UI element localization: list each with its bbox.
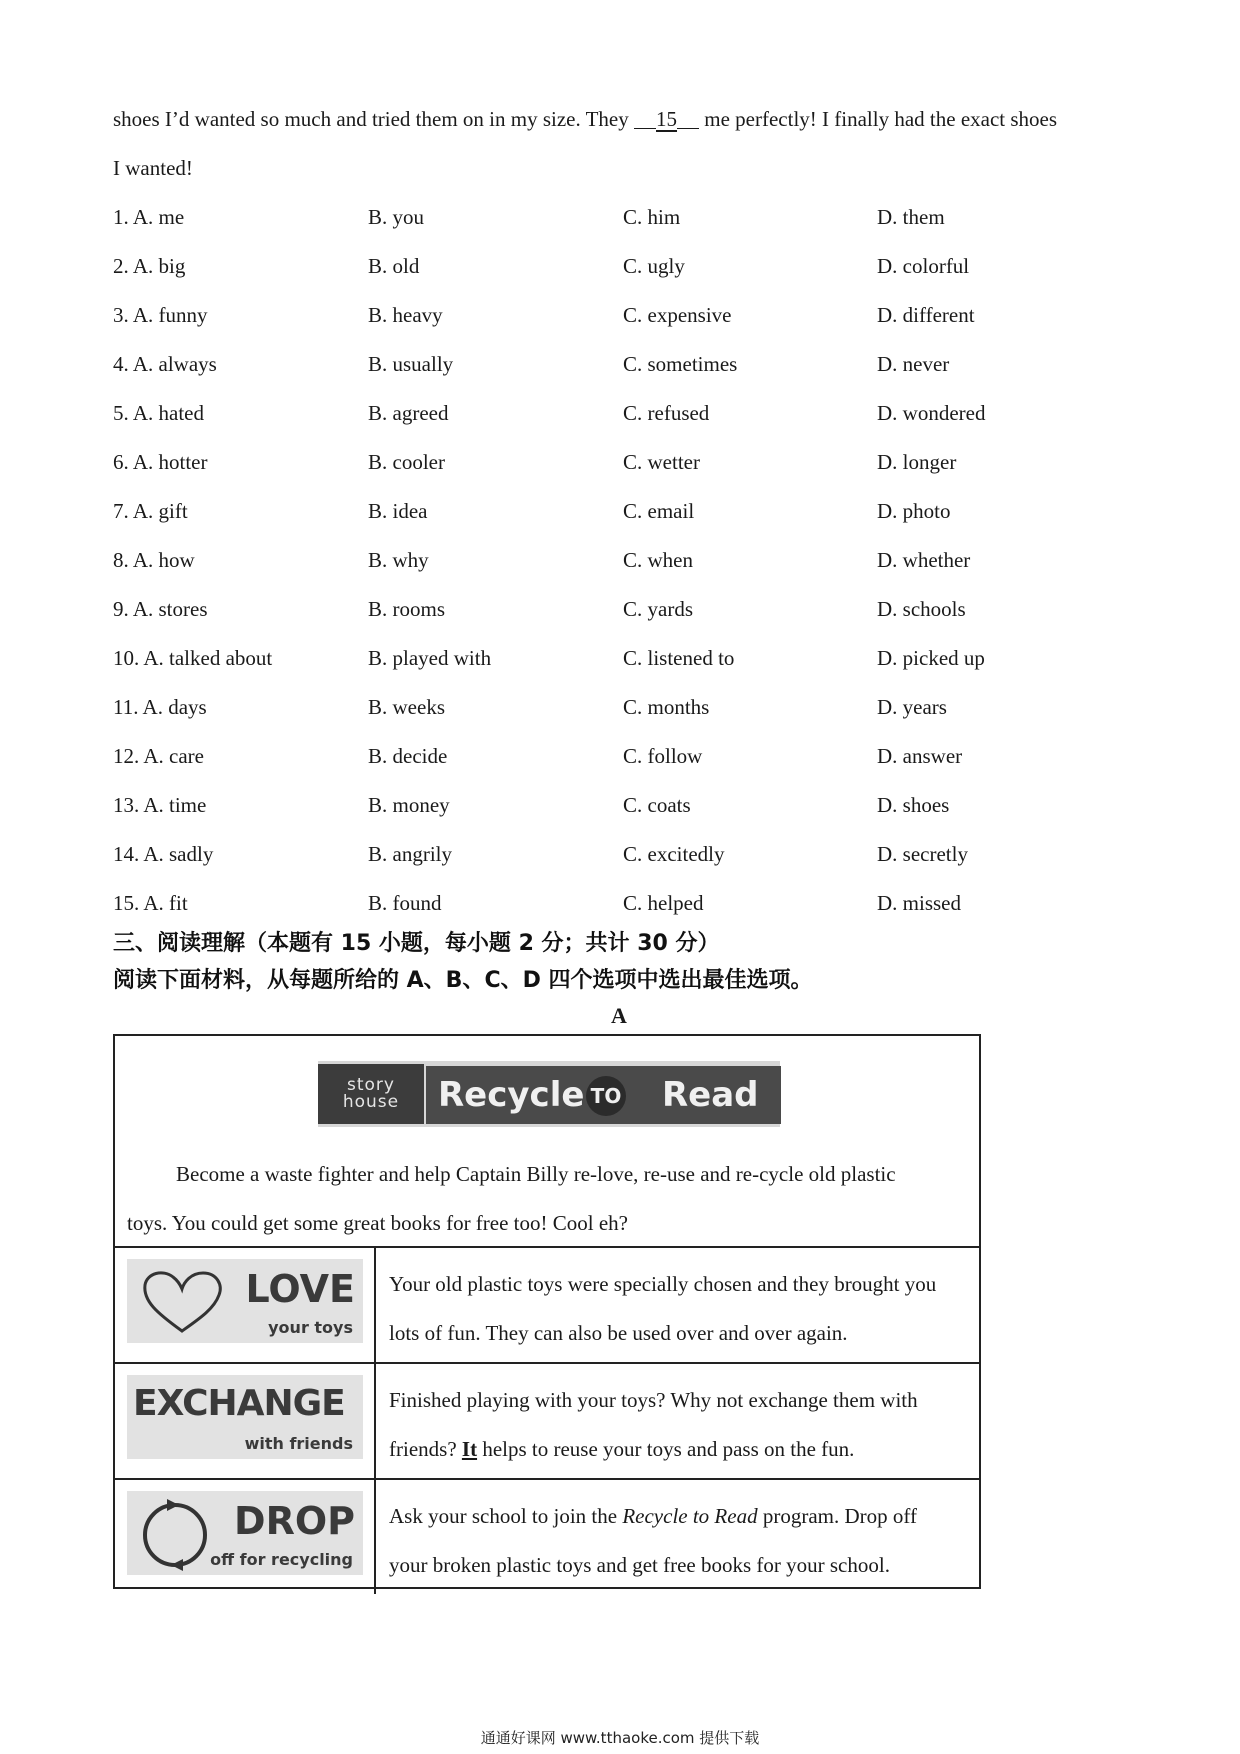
option-c: C. sometimes (623, 352, 738, 376)
option-d: D. picked up (877, 646, 985, 670)
option-a: 11. A. days (113, 695, 207, 719)
icon-sublabel: off for recycling (210, 1550, 353, 1569)
passage-line-2 (113, 153, 193, 183)
option-b: B. rooms (368, 597, 446, 621)
question-row (113, 839, 1013, 888)
option-d: D. longer (877, 450, 957, 474)
option-c: C. follow (623, 744, 703, 768)
passage-text: I wanted! (113, 156, 193, 180)
option-b: B. cooler (368, 450, 445, 474)
option-b: B. why (368, 548, 429, 572)
option-a: 8. A. how (113, 548, 195, 572)
recycle-to-read-table (113, 1034, 981, 1589)
intro-line: Become a waste fighter and help Captain Billy re-love, re-use and re-cycle old plastic (176, 1162, 896, 1186)
option-b: B. idea (368, 499, 428, 523)
option-d: D. secretly (877, 842, 968, 866)
passage-line-1 (113, 104, 1057, 134)
option-c: C. refused (623, 401, 710, 425)
option-d: D. never (877, 352, 950, 376)
exchange-with-friends-image (127, 1375, 363, 1459)
recycle-banner (426, 1066, 781, 1124)
option-a: 9. A. stores (113, 597, 208, 621)
option-b: B. usually (368, 352, 454, 376)
option-c: C. coats (623, 793, 691, 817)
option-b: B. angrily (368, 842, 452, 866)
question-row (113, 545, 1013, 594)
option-d: D. shoes (877, 793, 950, 817)
logo-text: Read (662, 1075, 759, 1115)
option-a: 14. A. sadly (113, 842, 214, 866)
love-your-toys-image (127, 1259, 363, 1343)
option-a: 6. A. hotter (113, 450, 208, 474)
row-line: your broken plastic toys and get free books for your school. (389, 1553, 890, 1577)
passage-text: shoes I’d wanted so much and tried them on in my size. They (113, 107, 635, 131)
question-row (113, 496, 1013, 545)
option-a: 1. A. me (113, 205, 185, 229)
option-d: D. them (877, 205, 945, 229)
program-name: Recycle to Read (622, 1504, 758, 1528)
option-c: C. him (623, 205, 681, 229)
option-c: C. excitedly (623, 842, 725, 866)
option-a: 5. A. hated (113, 401, 204, 425)
section-instruction: 阅读下面材料，从每题所给的 A、B、C、D 四个选项中选出最佳选项。 (113, 968, 813, 993)
answer-blank (634, 104, 699, 134)
option-a: 10. A. talked about (113, 646, 273, 670)
logo-text: house (342, 1092, 400, 1112)
option-b: B. old (368, 254, 420, 278)
intro-text (127, 1150, 967, 1248)
option-d: D. photo (877, 499, 951, 523)
recycle-arrows-icon (137, 1497, 213, 1573)
option-b: B. agreed (368, 401, 449, 425)
story-house-logo (318, 1064, 424, 1124)
icon-label: EXCHANGE (133, 1383, 345, 1424)
option-c: C. when (623, 548, 693, 572)
question-row (113, 300, 1013, 349)
heart-icon (137, 1265, 227, 1337)
row-text-part: program. Drop off (757, 1504, 917, 1528)
drop-off-recycling-image (127, 1491, 363, 1575)
cell-divider (374, 1248, 376, 1362)
row-text-part: helps to reuse your toys and pass on the fun. (477, 1437, 855, 1461)
option-c: C. email (623, 499, 695, 523)
option-c: C. listened to (623, 646, 735, 670)
row-line (389, 1492, 969, 1541)
icon-sublabel: your toys (268, 1318, 353, 1337)
underlined-word: It (461, 1437, 478, 1461)
row-text-part: Ask your school to join the (389, 1504, 623, 1528)
question-row (113, 594, 1013, 643)
question-row (113, 790, 1013, 839)
option-b: B. found (368, 891, 442, 915)
option-d: D. schools (877, 597, 966, 621)
row-line: Finished playing with your toys? Why not exchange them with (389, 1388, 918, 1412)
icon-label: LOVE (245, 1267, 355, 1311)
question-options (113, 202, 1013, 937)
row-text-part: friends? (389, 1437, 462, 1461)
option-b: B. weeks (368, 695, 445, 719)
option-c: C. wetter (623, 450, 700, 474)
option-a: 3. A. funny (113, 303, 208, 327)
logo-text: Recycle (438, 1075, 585, 1115)
option-c: C. ugly (623, 254, 685, 278)
option-a: 7. A. gift (113, 499, 188, 523)
option-b: B. money (368, 793, 450, 817)
table-header-cell (115, 1036, 979, 1248)
recycle-circle-icon: TO (586, 1076, 626, 1116)
question-row (113, 692, 1013, 741)
row-line: Your old plastic toys were specially chosen and they brought you (389, 1272, 937, 1296)
option-c: C. expensive (623, 303, 732, 327)
row-line (389, 1425, 969, 1474)
option-a: 12. A. care (113, 744, 204, 768)
passage-text: me perfectly! I finally had the exact shoes (699, 107, 1058, 131)
option-c: C. months (623, 695, 710, 719)
section-title: 三、阅读理解（本题有 15 小题，每小题 2 分；共计 30 分） (113, 931, 720, 956)
question-row (113, 251, 1013, 300)
exchange-row (115, 1364, 979, 1480)
option-c: C. helped (623, 891, 704, 915)
option-d: D. missed (877, 891, 961, 915)
option-a: 15. A. fit (113, 891, 188, 915)
cell-divider (374, 1480, 376, 1594)
intro-line: toys. You could get some great books for free too! Cool eh? (127, 1211, 628, 1235)
icon-sublabel: with friends (244, 1434, 353, 1453)
question-row (113, 447, 1013, 496)
option-d: D. wondered (877, 401, 986, 425)
option-c: C. yards (623, 597, 693, 621)
option-b: B. played with (368, 646, 492, 670)
cell-divider (374, 1364, 376, 1478)
drop-description (389, 1492, 969, 1590)
option-a: 13. A. time (113, 793, 207, 817)
drop-row (115, 1480, 979, 1594)
option-d: D. colorful (877, 254, 970, 278)
blank-number: 15 (656, 107, 678, 131)
option-d: D. whether (877, 548, 971, 572)
row-line: lots of fun. They can also be used over and over again. (389, 1321, 848, 1345)
option-b: B. decide (368, 744, 448, 768)
icon-label: DROP (234, 1499, 355, 1543)
option-b: B. heavy (368, 303, 443, 327)
question-row (113, 202, 1013, 251)
love-description (389, 1260, 969, 1358)
option-b: B. you (368, 205, 425, 229)
option-d: D. different (877, 303, 975, 327)
option-d: D. answer (877, 744, 963, 768)
option-a: 4. A. always (113, 352, 217, 376)
question-row (113, 741, 1013, 790)
question-row (113, 398, 1013, 447)
page-footer: 通通好课网 www.tthaoke.com 提供下载 (480, 1729, 760, 1747)
recycle-to-read-logo (318, 1061, 780, 1127)
question-row (113, 643, 1013, 692)
exchange-description (389, 1376, 969, 1474)
option-a: 2. A. big (113, 254, 186, 278)
question-row (113, 349, 1013, 398)
love-row (115, 1248, 979, 1364)
logo-text: story (347, 1075, 395, 1095)
passage-label: A (611, 1003, 627, 1028)
option-d: D. years (877, 695, 947, 719)
